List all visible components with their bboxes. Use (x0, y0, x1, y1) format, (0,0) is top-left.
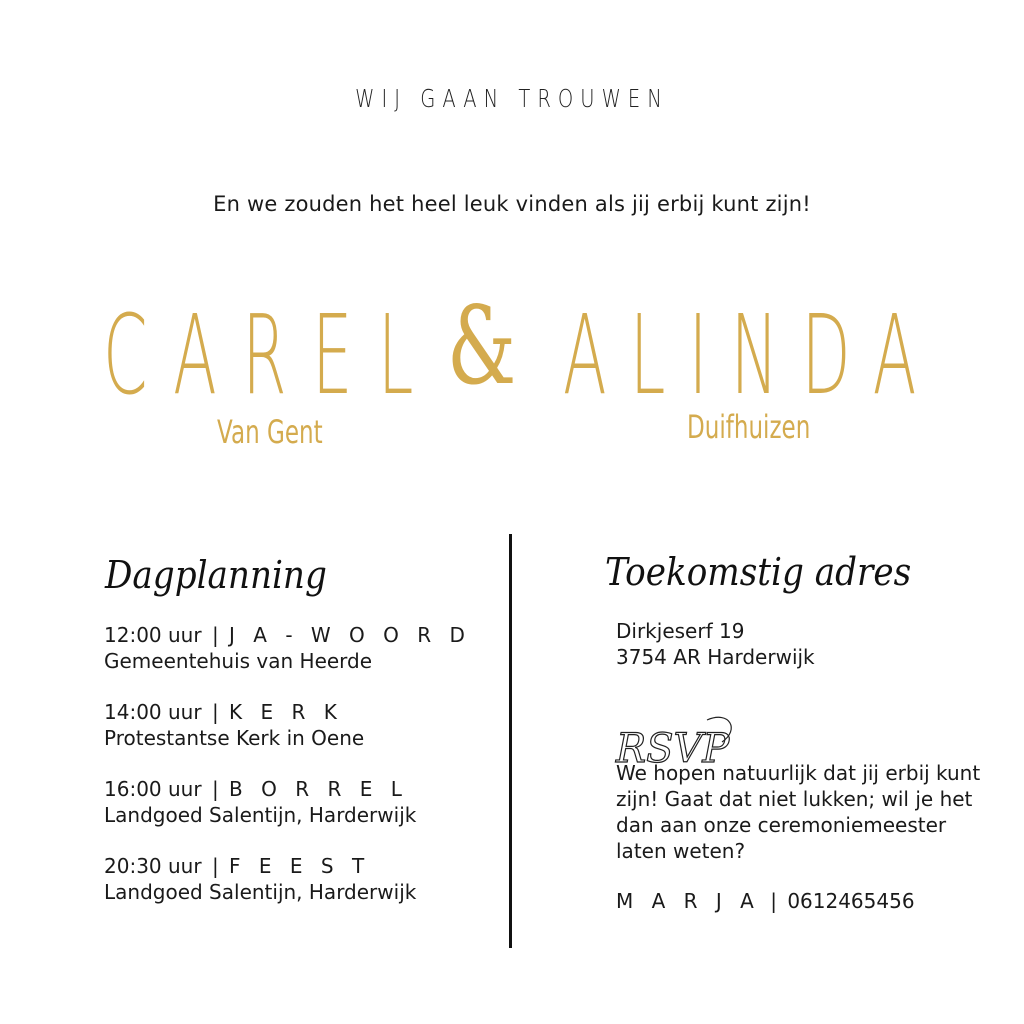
schedule-place: Landgoed Salentijn, Harderwijk (104, 880, 417, 904)
schedule-separator: | (211, 700, 219, 724)
column-divider (509, 534, 512, 948)
schedule-time-line (104, 622, 504, 648)
future-address (616, 618, 815, 670)
schedule-item (104, 699, 504, 751)
schedule-event: K E R K (229, 700, 343, 724)
schedule-event: J A - W O O R D (229, 623, 471, 647)
schedule-event: F E E S T (229, 854, 371, 878)
schedule-list (104, 622, 504, 930)
schedule-item (104, 853, 504, 905)
ampersand: & (447, 284, 517, 409)
schedule-separator: | (211, 854, 219, 878)
groom-name: CAREL (103, 291, 439, 419)
schedule-separator: | (211, 777, 219, 801)
schedule-place: Gemeentehuis van Heerde (104, 649, 373, 673)
bride-surname: Duifhuizen (687, 408, 811, 446)
schedule-place: Landgoed Salentijn, Harderwijk (104, 803, 417, 827)
schedule-time-line (104, 699, 504, 725)
schedule-time: 16:00 uur (104, 777, 202, 801)
schedule-time: 20:30 uur (104, 854, 202, 878)
schedule-time: 14:00 uur (104, 700, 202, 724)
schedule-time-line (104, 853, 504, 879)
schedule-event: B O R R E L (229, 777, 408, 801)
rsvp-message: We hopen natuurlijk dat jij erbij kunt zijn! Gaat dat niet lukken; wil je het dan aan onze ceremoniemeester laten weten? (616, 761, 981, 863)
schedule-item (104, 622, 504, 674)
bride-name: ALINDA (563, 291, 940, 419)
schedule-separator: | (211, 623, 219, 647)
rsvp-logo-text: RSVP (616, 726, 730, 772)
kicker-title: WIJ GAAN TROUWEN (355, 84, 669, 113)
address-heading: Toekomstig adres (605, 550, 912, 594)
contact-name: M A R J A (616, 889, 760, 913)
schedule-heading: Dagplanning (105, 553, 327, 597)
schedule-time: 12:00 uur (104, 623, 202, 647)
invite-line: En we zouden het heel leuk vinden als jij erbij kunt zijn! (213, 192, 811, 216)
address-city: 3754 AR Harderwijk (616, 645, 815, 669)
rsvp-contact (616, 888, 915, 914)
address-street: Dirkjeserf 19 (616, 619, 745, 643)
schedule-time-line (104, 776, 504, 802)
contact-separator: | (770, 889, 777, 913)
groom-surname: Van Gent (217, 413, 323, 451)
schedule-place: Protestantse Kerk in Oene (104, 726, 365, 750)
schedule-item (104, 776, 504, 828)
contact-phone: 0612465456 (787, 889, 915, 913)
